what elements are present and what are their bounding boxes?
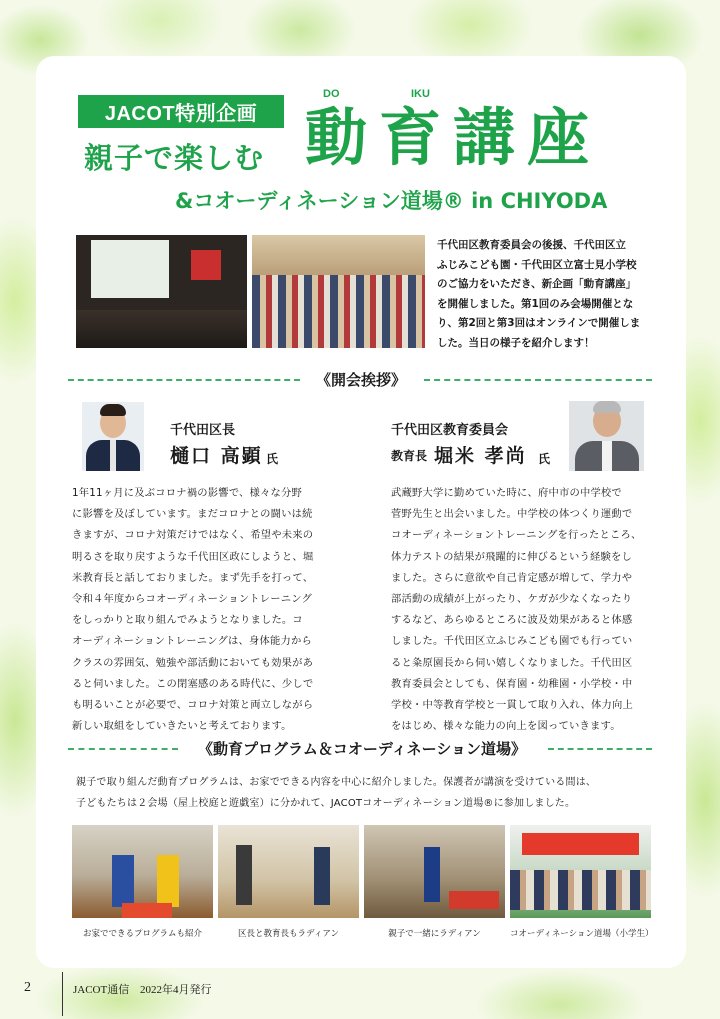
superintendent-avatar bbox=[569, 401, 644, 471]
divider-left bbox=[68, 379, 300, 381]
ruby-iku: IKU bbox=[411, 88, 430, 100]
divider-right-2 bbox=[548, 748, 652, 750]
superintendent-org: 千代田区教育委員会 bbox=[391, 423, 509, 438]
program-text: 親子で取り組んだ動育プログラムは、お家でできる内容を中心に紹介しました。保護者が講演を受けている間は、 子どもたちは２会場（屋上校庭と遊戯室）に分かれて、JACOTコオーディネーション道場®に参加しました。 bbox=[76, 777, 597, 809]
caption-4: コオーディネーション道場（小学生） bbox=[510, 929, 654, 939]
footer-divider bbox=[62, 972, 63, 1016]
page-title: 動育講座 bbox=[305, 101, 602, 174]
group-photo bbox=[252, 235, 425, 348]
caption-1: お家でできるプログラムも紹介 bbox=[83, 929, 202, 939]
publication-date: 2022年4月発行 bbox=[139, 984, 212, 996]
footer-publication bbox=[73, 981, 211, 997]
caption-2: 区長と教育長もラディアン bbox=[238, 929, 339, 939]
mayor-speech: 1年11ヶ月に及ぶコロナ禍の影響で、様々な分野 に影響を及ぼしています。まだコロナとの闘いは続 きますが、コロナ対策だけではなく、希望や未来の 明るさを取り戻すような千代田区政にしようと、堀 米教育長と話しておりました。まず先手を打って、 令和４年度からコオーディネーショントレーニング をしっかりと取り組んでみようとなりました。コ オーディネーショントレーニングは、身体能力から クラスの雰囲気、勉強や部活動においても効果があ ると伺いました。この閉塞感のある時代に、少しで も明るいことが必要で、コロナ対策と両立しながら 新しい取組をしていきたいと考えております。 bbox=[72, 487, 314, 733]
lecture-hall-photo bbox=[76, 235, 247, 348]
home-program-photo bbox=[72, 825, 213, 918]
superintendent-name: 堀米 孝尚 bbox=[434, 445, 527, 467]
mayor-org: 千代田区長 bbox=[170, 423, 236, 438]
intro-text: 千代田区教育委員会の後援、千代田区立 ふじみこども園・千代田区立富士見小学校 のご協力をいただき、新企画「動育講座」 を開催しました。第1回のみ会場開催とな り、第2回と第3回はオンラインで開催しま した。当日の様子を紹介します！ bbox=[437, 239, 641, 349]
program-heading: 《動育プログラム＆コオーディネーション道場》 bbox=[197, 740, 527, 758]
superintendent-title: 教育長 bbox=[391, 449, 428, 463]
mayor-radian-photo bbox=[218, 825, 359, 918]
mayor-honorific: 氏 bbox=[266, 452, 279, 466]
divider-left-2 bbox=[68, 748, 178, 750]
publication-name: JACOT通信 bbox=[73, 984, 130, 996]
divider-right bbox=[424, 379, 652, 381]
caption-3: 親子で一緒にラディアン bbox=[388, 929, 481, 939]
subtitle-dojo: &コオーディネーション道場® in CHIYODA bbox=[175, 189, 608, 213]
dojo-photo bbox=[510, 825, 651, 918]
page-number: 2 bbox=[24, 980, 31, 995]
superintendent-speech: 武蔵野大学に勤めていた時に、府中市の中学校で 菅野先生と出会いました。中学校の体つくり運動で コオーディネーショントレーニングを行ったところ、 体力テストの結果が飛躍的に伸びるという経験をし ました。さらに意欲や自己肯定感が増して、学力や 部活動の成績が上がったり、ケガが少なくなったり するなど、あらゆるところに波及効果があると体感 しました。千代田区立ふじみこども園でも行ってい ると粂原園長から伺い嬉しくなりました。千代田区 教育委員会としても、保育園・幼稚園・小学校・中 学校・中等教育学校と一貫して取り入れ、体力向上 をはじめ、様々な能力の向上を図っていきます。 bbox=[391, 487, 642, 733]
special-project-tag: JACOT特別企画 bbox=[78, 95, 284, 128]
opening-heading: 《開会挨拶》 bbox=[315, 371, 406, 389]
parent-child-radian-photo bbox=[364, 825, 505, 918]
mayor-name: 樋口 高顕 bbox=[170, 445, 263, 467]
superintendent-honorific: 氏 bbox=[538, 452, 551, 466]
ruby-do: DO bbox=[323, 88, 340, 100]
subtitle-parents-children: 親子で楽しむ bbox=[84, 141, 265, 175]
mayor-avatar bbox=[82, 402, 144, 471]
